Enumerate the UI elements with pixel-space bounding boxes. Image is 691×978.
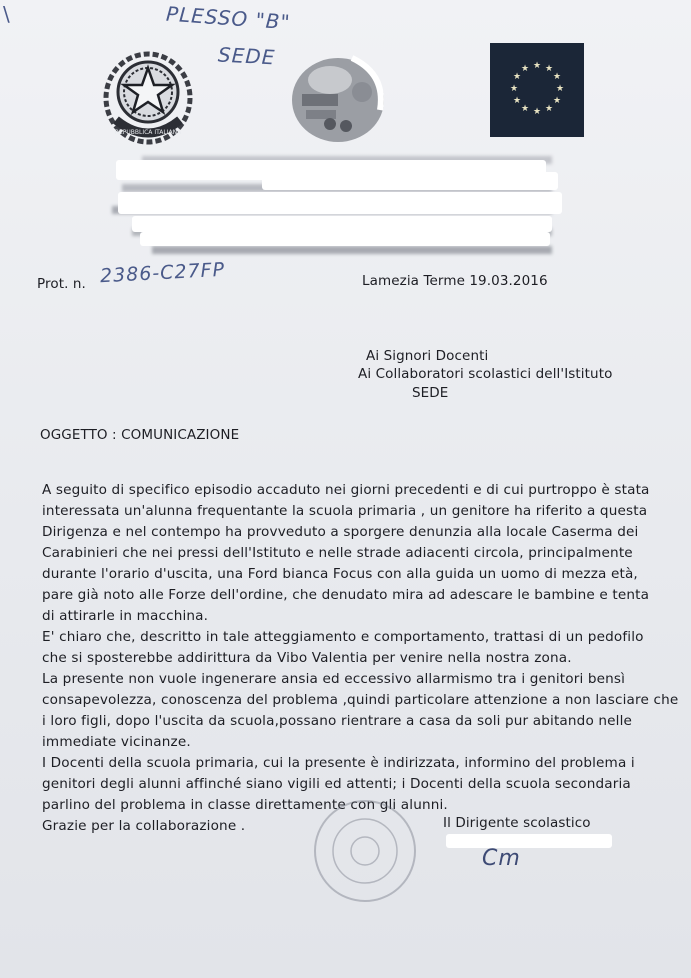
signature-title: Il Dirigente scolastico [443, 815, 591, 831]
body-line: Dirigenza e nel contempo ha provveduto a sporgere denunzia alla locale Caserma dei [42, 524, 639, 540]
emblem-text: REPUBBLICA ITALIANA [114, 129, 182, 136]
corner-mark: \ [3, 2, 11, 26]
handwritten-plesso: PLESSO "B" [165, 1, 292, 35]
recipient-line-3: SEDE [412, 385, 449, 401]
svg-text:★: ★ [509, 84, 519, 94]
svg-text:★: ★ [512, 72, 522, 82]
redacted-header-block [112, 150, 562, 260]
body-line: interessata un'alunna frequentante la scuola primaria , un genitore ha riferito a questa [42, 503, 648, 519]
school-logo-icon [290, 54, 390, 144]
svg-text:★: ★ [552, 96, 562, 106]
body-line: I Docenti della scuola primaria, cui la presente è indirizzata, informino del problema i [42, 755, 635, 771]
body-line: pare già noto alle Forze dell'ordine, che denudato mira ad adescare le bambine e tenta [42, 587, 650, 603]
svg-text:★: ★ [552, 72, 562, 82]
recipient-line-2: Ai Collaboratori scolastici dell'Istituto [358, 366, 613, 382]
handwritten-protocol-number: 2386-C27FP [99, 258, 226, 288]
svg-text:★: ★ [555, 84, 565, 94]
body-line: di attirarle in macchina. [42, 608, 209, 624]
school-stamp-icon [310, 796, 420, 906]
body-line: E' chiaro che, descritto in tale atteggiamento e comportamento, trattasi di un pedofilo [42, 629, 644, 645]
body-line: durante l'orario d'uscita, una Ford bianca Focus con alla guida un uomo di mezza età, [42, 566, 638, 582]
body-line: consapevolezza, conoscenza del problema ,quindi particolare attenzione a non lasciare che [42, 692, 679, 708]
svg-text:★: ★ [532, 61, 542, 71]
body-line: Carabinieri che nei pressi dell'Istituto e nelle strade adiacenti circola, principalmente [42, 545, 633, 561]
body-line: parlino del problema in classe direttamente con gli alunni. [42, 797, 448, 813]
svg-text:★: ★ [512, 96, 522, 106]
svg-text:★: ★ [532, 107, 542, 117]
eu-flag-icon [490, 43, 584, 137]
svg-text:★: ★ [520, 64, 530, 74]
recipient-line-1: Ai Signori Docenti [366, 348, 489, 364]
body-line: immediate vicinanze. [42, 734, 191, 750]
svg-text:★: ★ [544, 64, 554, 74]
handwritten-sede: SEDE [217, 42, 276, 70]
body-line: La presente non vuole ingenerare ansia ed eccessivo allarmismo tra i genitori bensì [42, 671, 626, 687]
body-line: i loro figli, dopo l'uscita da scuola,possano rientrare a casa da soli pur abitando nelle [42, 713, 633, 729]
body-line: genitori degli alunni affinché siano vigili ed attenti; i Docenti della scuola secondaria [42, 776, 631, 792]
protocol-label: Prot. n. [37, 276, 86, 292]
redacted-signature-name [446, 834, 612, 848]
body-line: che si sposterebbe addirittura da Vibo Valentia per venire nella nostra zona. [42, 650, 572, 666]
handwritten-signature: Cm [482, 846, 521, 871]
body-line: A seguito di specifico episodio accaduto nei giorni precedenti e di cui purtroppo è stata [42, 482, 650, 498]
svg-text:★: ★ [520, 104, 530, 114]
place-and-date: Lamezia Terme 19.03.2016 [362, 273, 548, 289]
svg-text:★: ★ [544, 104, 554, 114]
subject-line: OGGETTO : COMUNICAZIONE [40, 427, 240, 443]
body-line: Grazie per la collaborazione . [42, 818, 246, 834]
italian-republic-emblem-icon [102, 50, 194, 146]
